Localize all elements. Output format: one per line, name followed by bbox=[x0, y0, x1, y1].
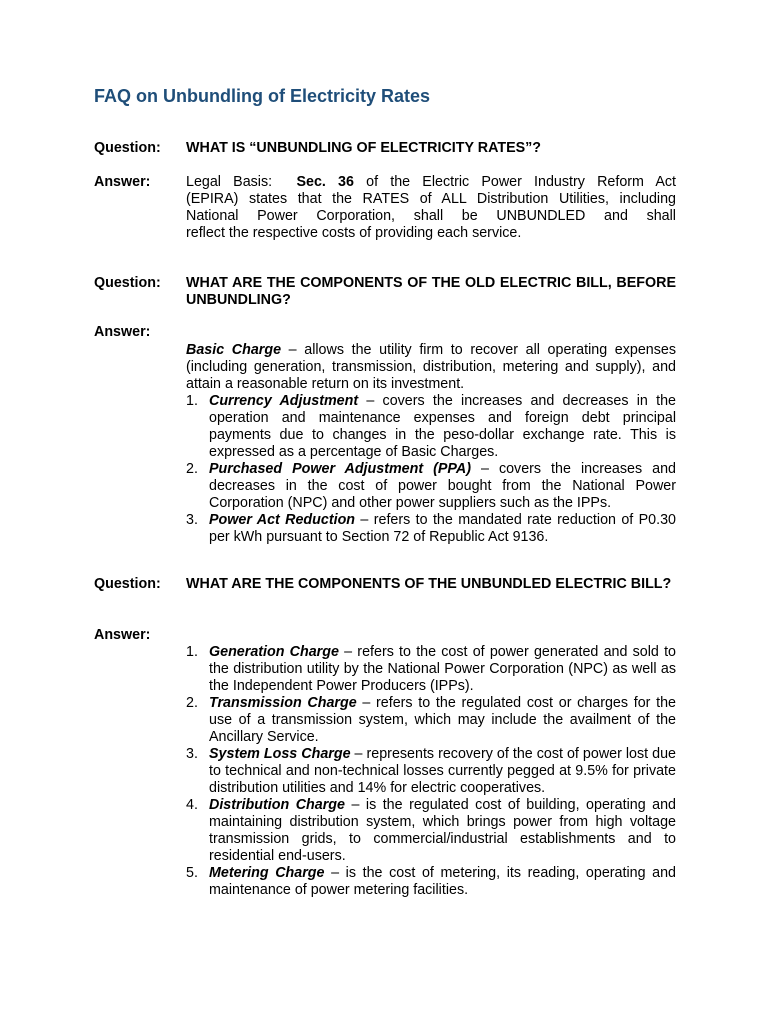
basic-charge-paragraph bbox=[186, 342, 676, 393]
list-item bbox=[186, 644, 676, 695]
answer-2-text bbox=[186, 342, 676, 546]
item-desc: – is the regulated cost of building, operating and maintaining distribution system, which brings power from high voltage transmission grids, to commercial/industrial establishments and to residential end-users. bbox=[209, 797, 676, 864]
item-term: Purchased Power Adjustment (PPA) bbox=[209, 461, 471, 477]
answer-3-text bbox=[186, 644, 676, 899]
list-number: 3. bbox=[186, 746, 198, 762]
list-item bbox=[186, 461, 676, 512]
answer-1-line-4: reflect the respective costs of providing each service. bbox=[186, 225, 522, 241]
list-number: 3. bbox=[186, 512, 198, 528]
item-desc: – refers to the cost of power generated and sold to the distribution utility by the National Power Corporation (NPC) as well as the Independent Power Producers (IPPs). bbox=[209, 644, 676, 694]
question-label: Question: bbox=[94, 576, 161, 592]
item-term: Currency Adjustment bbox=[209, 393, 359, 409]
basic-charge-desc: – allows the utility firm to recover all operating expenses (including generation, transmission, distribution, metering and supply), and attain a reasonable return on its investment. bbox=[186, 342, 676, 392]
question-label: Question: bbox=[94, 275, 161, 291]
item-term: System Loss Charge bbox=[209, 746, 351, 762]
list-item bbox=[186, 865, 676, 899]
question-3-text: WHAT ARE THE COMPONENTS OF THE UNBUNDLED ELECTRIC BILL? bbox=[186, 576, 672, 592]
item-desc: – is the cost of metering, its reading, operating and maintenance of power metering facilities. bbox=[209, 865, 677, 898]
answer-1-line-3-b: shall be UNBUNDLED and shall bbox=[413, 208, 676, 224]
item-term: Distribution Charge bbox=[209, 797, 345, 813]
old-bill-components-list bbox=[186, 393, 676, 546]
item-term: Generation Charge bbox=[209, 644, 339, 660]
legal-basis-label: Legal Basis: bbox=[186, 174, 273, 190]
question-label: Question: bbox=[94, 140, 161, 156]
item-desc: – covers the increases and decreases in the cost of power bought from the National Power Corporation (NPC) and other power suppliers such as the IPPs. bbox=[209, 461, 676, 511]
basic-charge-term: Basic Charge bbox=[186, 342, 282, 358]
answer-1-line-3 bbox=[186, 208, 676, 225]
item-desc: – covers the increases and decreases in the operation and maintenance expenses and foreign debt principal payments due to changes in the peso-dollar exchange rate. This is expressed as a percentage of Basic Charges. bbox=[209, 393, 676, 460]
list-item bbox=[186, 393, 676, 461]
list-number: 1. bbox=[186, 644, 198, 660]
list-number: 1. bbox=[186, 393, 198, 409]
answer-1-line-1 bbox=[186, 174, 676, 191]
item-term: Metering Charge bbox=[209, 865, 325, 881]
item-desc: – refers to the regulated cost or charges for the use of a transmission system, which may include the availment of the Ancillary Service. bbox=[209, 695, 676, 745]
answer-label: Answer: bbox=[94, 174, 151, 190]
list-item bbox=[186, 695, 676, 746]
item-term: Power Act Reduction bbox=[209, 512, 356, 528]
answer-1-text bbox=[186, 174, 676, 242]
section-ref: Sec. 36 bbox=[296, 174, 354, 190]
answer-label: Answer: bbox=[94, 627, 151, 643]
list-item bbox=[186, 797, 676, 865]
list-number: 2. bbox=[186, 461, 198, 477]
answer-1-line-1-rest: of the Electric Power Industry Reform Act bbox=[366, 174, 676, 190]
question-1-text: WHAT IS “UNBUNDLING OF ELECTRICITY RATES”? bbox=[186, 140, 542, 156]
question-2-text: WHAT ARE THE COMPONENTS OF THE OLD ELECTRIC BILL, BEFORE UNBUNDLING? bbox=[186, 275, 676, 308]
answer-label: Answer: bbox=[94, 324, 151, 340]
list-number: 2. bbox=[186, 695, 198, 711]
list-number: 5. bbox=[186, 865, 198, 881]
answer-1-line-2: (EPIRA) states that the RATES of ALL Distribution Utilities, including bbox=[186, 191, 676, 207]
page-title: FAQ on Unbundling of Electricity Rates bbox=[94, 86, 431, 106]
list-item bbox=[186, 746, 676, 797]
unbundled-bill-components-list bbox=[186, 644, 676, 899]
list-number: 4. bbox=[186, 797, 198, 813]
item-term: Transmission Charge bbox=[209, 695, 357, 711]
list-item bbox=[186, 512, 676, 546]
item-desc: – refers to the mandated rate reduction of P0.30 per kWh pursuant to Section 72 of Republic Act 9136. bbox=[209, 512, 676, 545]
answer-1-line-3-a: National Power Corporation, bbox=[186, 208, 396, 224]
item-desc: – represents recovery of the cost of power lost due to technical and non-technical losses currently pegged at 9.5% for private distribution utilities and 14% for electric cooperatives. bbox=[209, 746, 676, 796]
